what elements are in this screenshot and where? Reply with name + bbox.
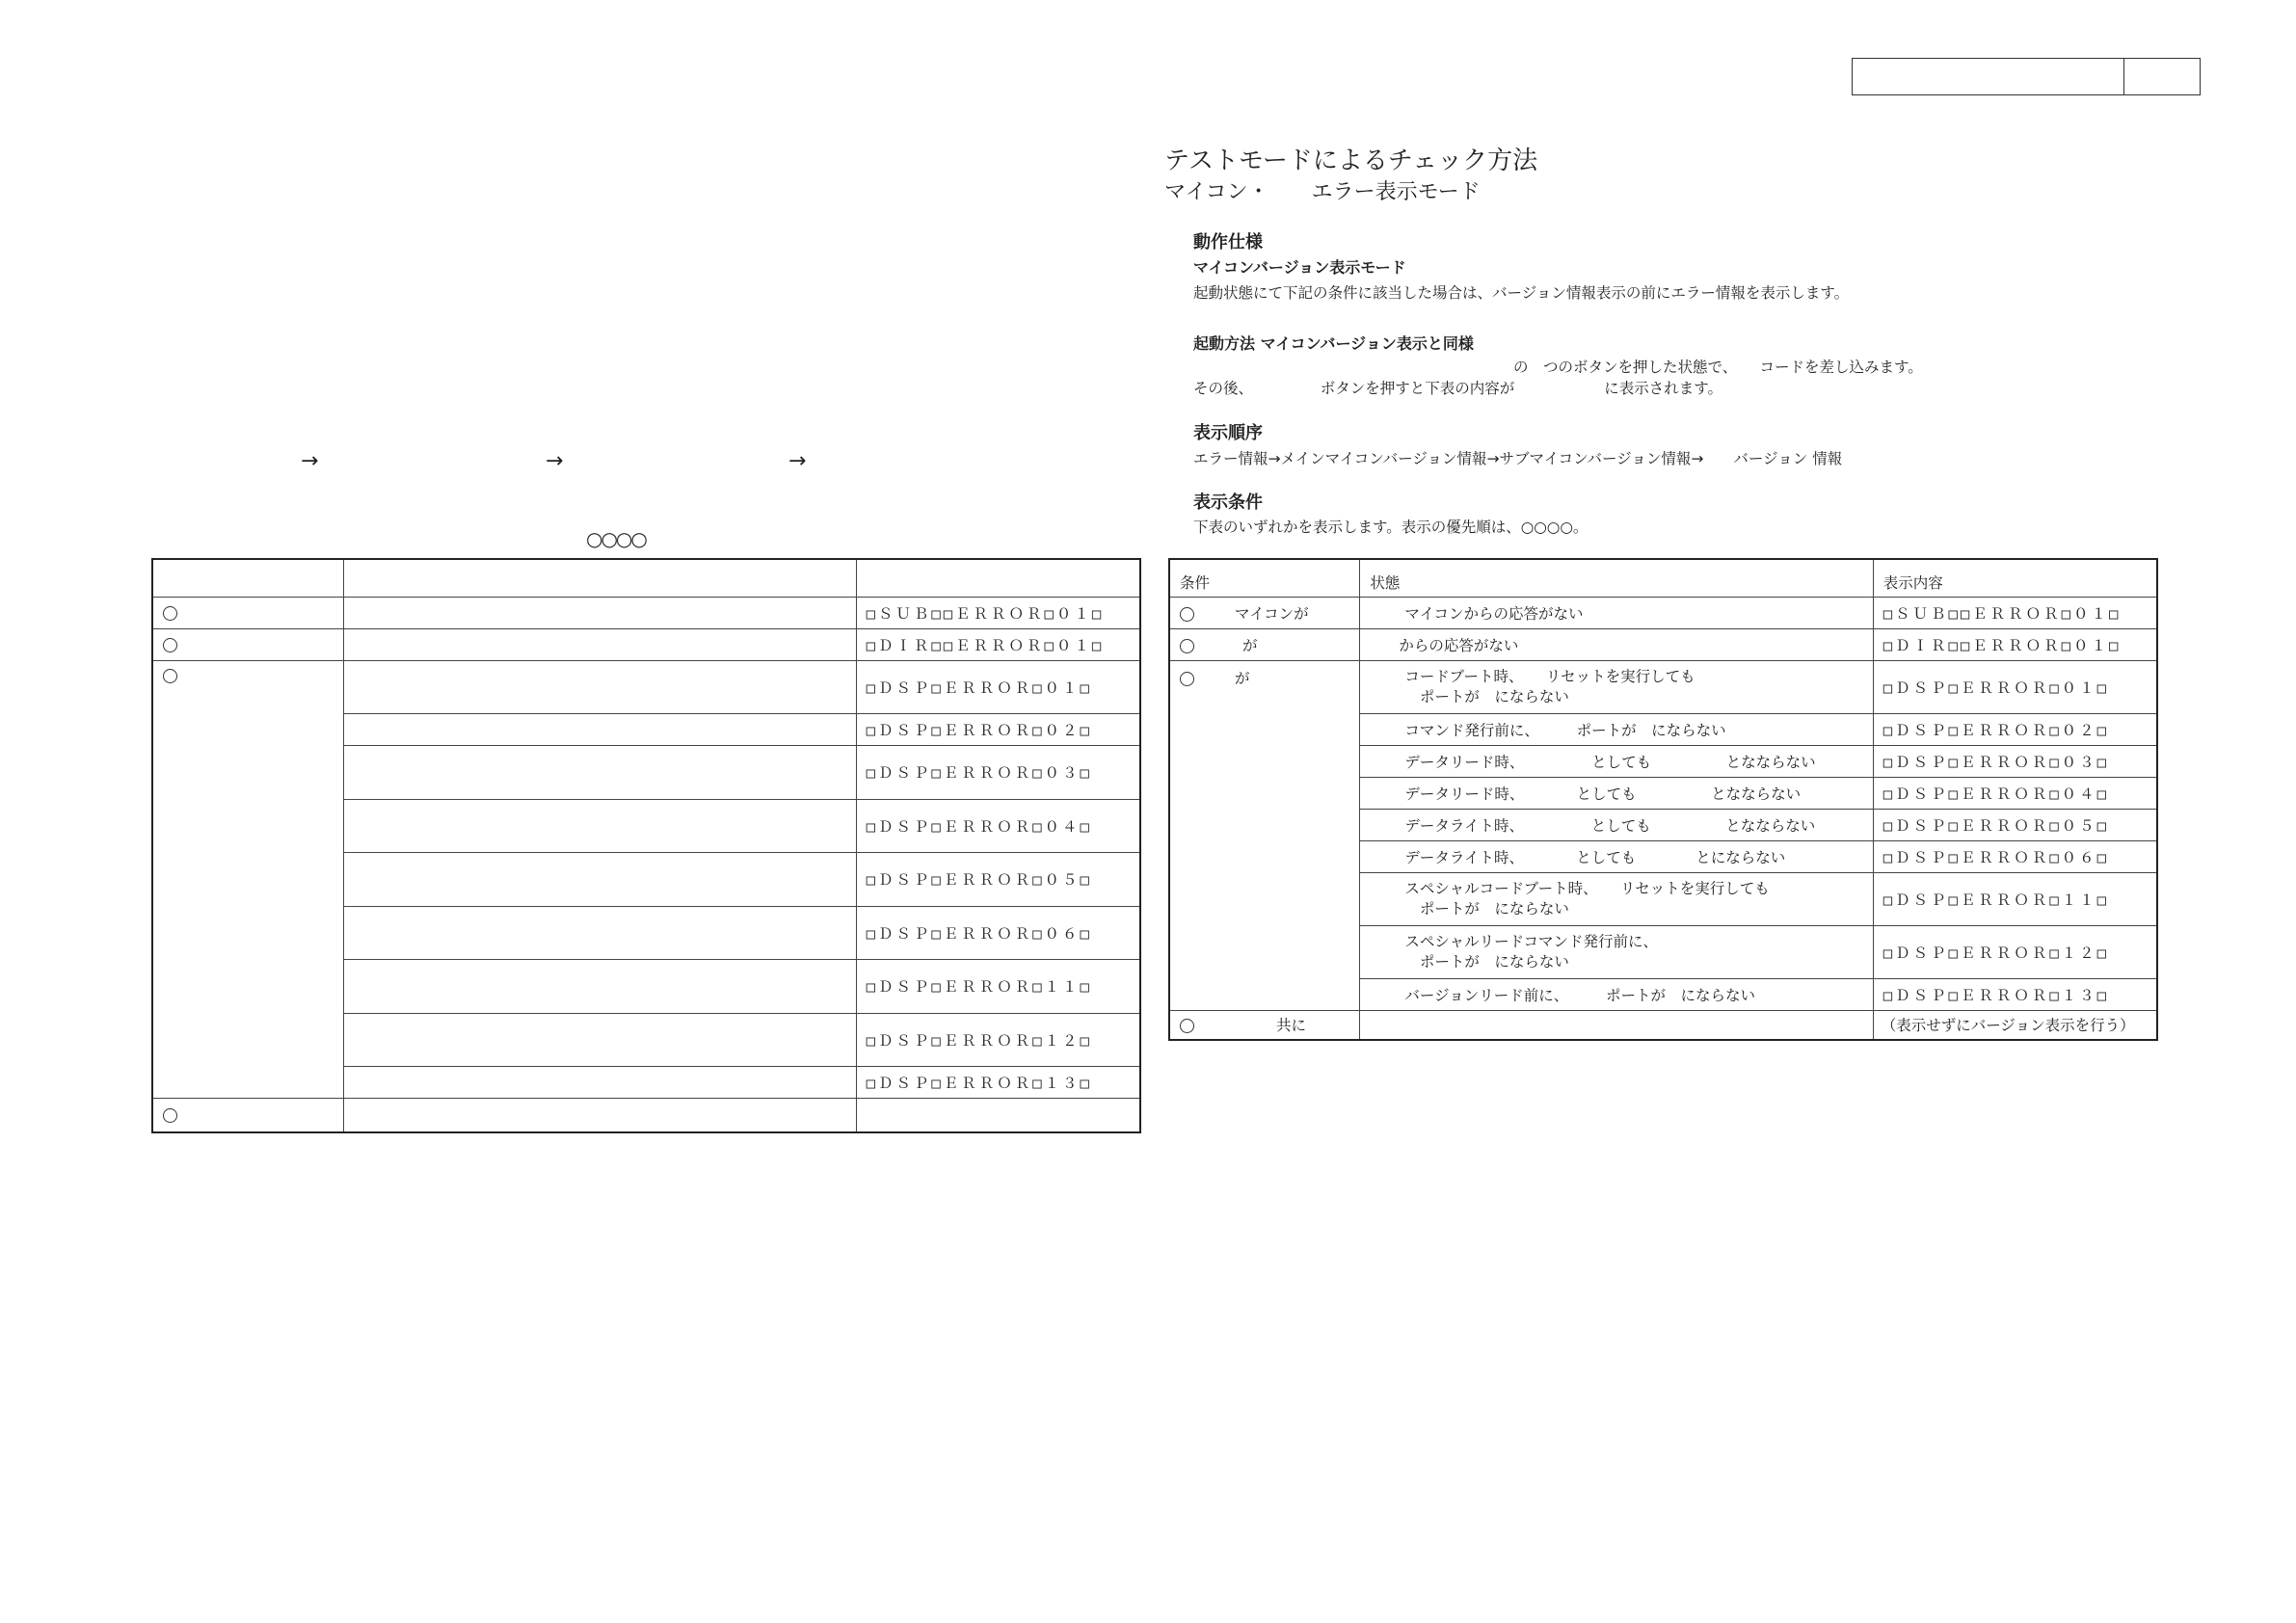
spec-heading: 動作仕様 (1193, 232, 1263, 253)
error-code: □ＤＳＰ□ＥＲＲＯＲ□０４□ (1873, 777, 2157, 809)
error-code: □ＤＳＰ□ＥＲＲＯＲ□１２□ (1873, 925, 2157, 978)
order-heading: 表示順序 (1193, 423, 1263, 443)
table-row (1169, 628, 2157, 660)
condition-sub: マイコンが (1235, 604, 1309, 623)
spec-description: 起動状態にて下記の条件に該当した場合は、バージョン情報表示の前にエラー情報を表示します。 (1193, 284, 1850, 302)
state-line: コードブート時、 リセットを実行しても (1404, 667, 1695, 685)
condition-heading: 表示条件 (1193, 492, 1263, 513)
table-header-row (1169, 559, 2157, 597)
state-text: バージョンリード前に、 ポートが にならない (1360, 978, 1873, 1010)
spec-subheading: マイコンバージョン表示モード (1193, 258, 1406, 277)
table-row (152, 559, 1140, 597)
table-row (1169, 1010, 2157, 1040)
error-code: □ＤＳＰ□ＥＲＲＯＲ□０１□ (856, 660, 1140, 713)
table-row (152, 660, 1140, 713)
condition-text: 下表のいずれかを表示します。表示の優先順は、○○○○。 (1193, 519, 1589, 536)
circle-mark (163, 638, 177, 652)
state-line: ポートが にならない (1404, 952, 1569, 971)
table-row (152, 597, 1140, 628)
state-line: スペシャルリードコマンド発行前に、 (1404, 932, 1658, 950)
flow-arrow-2: → (546, 449, 564, 473)
error-code: □ＤＩＲ□□ＥＲＲＯＲ□０１□ (856, 628, 1140, 660)
condition-dsp: が (1235, 669, 1250, 687)
page-subtitle: マイコン・ エラー表示モード (1164, 180, 1481, 204)
circle-mark (1180, 639, 1194, 653)
table-row (1169, 597, 2157, 628)
state-line: ポートが にならない (1404, 687, 1569, 705)
error-code: □ＳＵＢ□□ＥＲＲＯＲ□０１□ (1873, 597, 2157, 628)
circle-mark (1180, 607, 1194, 622)
error-code: □ＤＳＰ□ＥＲＲＯＲ□１３□ (1873, 978, 2157, 1010)
state-text: データライト時、 としても となならない (1360, 809, 1873, 840)
error-code: □ＤＳＰ□ＥＲＲＯＲ□０１□ (1873, 660, 2157, 713)
table-row (152, 1098, 1140, 1132)
state-text: からの応答がない (1360, 628, 1873, 660)
startup-line2: その後、 ボタンを押すと下表の内容が に表示されます。 (1193, 380, 1723, 397)
header-condition: 条件 (1169, 559, 1360, 597)
startup-heading: 起動方法 マイコンバージョン表示と同様 (1193, 334, 1474, 353)
flow-arrow-3: → (788, 449, 807, 473)
error-code: □ＤＩＲ□□ＥＲＲＯＲ□０１□ (1873, 628, 2157, 660)
order-text: エラー情報→メインマイコンバージョン情報→サブマイコンバージョン情報→ バージョン 情報 (1193, 450, 1843, 467)
header-box-page (2123, 58, 2201, 95)
state-line: スペシャルコードブート時、 リセットを実行しても (1404, 879, 1770, 897)
header-state: 状態 (1360, 559, 1873, 597)
error-code: □ＤＳＰ□ＥＲＲＯＲ□０６□ (856, 906, 1140, 959)
circle-mark (163, 1108, 177, 1123)
circle-mark (163, 669, 177, 683)
error-code: □ＤＳＰ□ＥＲＲＯＲ□０２□ (856, 713, 1140, 745)
error-code: □ＳＵＢ□□ＥＲＲＯＲ□０１□ (856, 597, 1140, 628)
error-code: □ＤＳＰ□ＥＲＲＯＲ□１３□ (856, 1066, 1140, 1098)
circle-mark (163, 606, 177, 621)
state-text: データリード時、 としても となならない (1360, 745, 1873, 777)
error-code: □ＤＳＰ□ＥＲＲＯＲ□０３□ (856, 745, 1140, 799)
flow-arrow-1: → (301, 449, 319, 473)
circle-mark (1180, 672, 1194, 686)
right-error-table (1168, 558, 2158, 1041)
left-error-table (151, 558, 1141, 1133)
error-code: □ＤＳＰ□ＥＲＲＯＲ□１１□ (856, 959, 1140, 1013)
state-text: データリード時、 としても となならない (1360, 777, 1873, 809)
error-code: □ＤＳＰ□ＥＲＲＯＲ□１１□ (1873, 872, 2157, 925)
error-code: □ＤＳＰ□ＥＲＲＯＲ□０５□ (1873, 809, 2157, 840)
header-display: 表示内容 (1873, 559, 2157, 597)
page-title: テストモードによるチェック方法 (1164, 146, 1538, 175)
error-code: □ＤＳＰ□ＥＲＲＯＲ□０２□ (1873, 713, 2157, 745)
error-code: □ＤＳＰ□ＥＲＲＯＲ□０６□ (1873, 840, 2157, 872)
startup-line1: の つのボタンを押した状態で、 コードを差し込みます。 (1513, 359, 1923, 376)
state-line: ポートが にならない (1404, 899, 1569, 918)
error-code: □ＤＳＰ□ＥＲＲＯＲ□１２□ (856, 1013, 1140, 1066)
table-row (152, 628, 1140, 660)
error-code: □ＤＳＰ□ＥＲＲＯＲ□０４□ (856, 799, 1140, 852)
state-text: コマンド発行前に、 ポートが にならない (1360, 713, 1873, 745)
error-code: □ＤＳＰ□ＥＲＲＯＲ□０５□ (856, 852, 1140, 906)
state-text: マイコンからの応答がない (1360, 597, 1873, 628)
circle-mark (1180, 1019, 1194, 1033)
condition-all: 共に (1276, 1017, 1307, 1035)
error-code: □ＤＳＰ□ＥＲＲＯＲ□０３□ (1873, 745, 2157, 777)
priority-circles: ○○○○ (586, 527, 646, 550)
condition-dir: が (1242, 636, 1258, 654)
table-row (1169, 660, 2157, 713)
state-text: データライト時、 としても とにならない (1360, 840, 1873, 872)
display-note: （表示せずにバージョン表示を行う） (1873, 1010, 2157, 1040)
header-box-main (1852, 58, 2124, 95)
